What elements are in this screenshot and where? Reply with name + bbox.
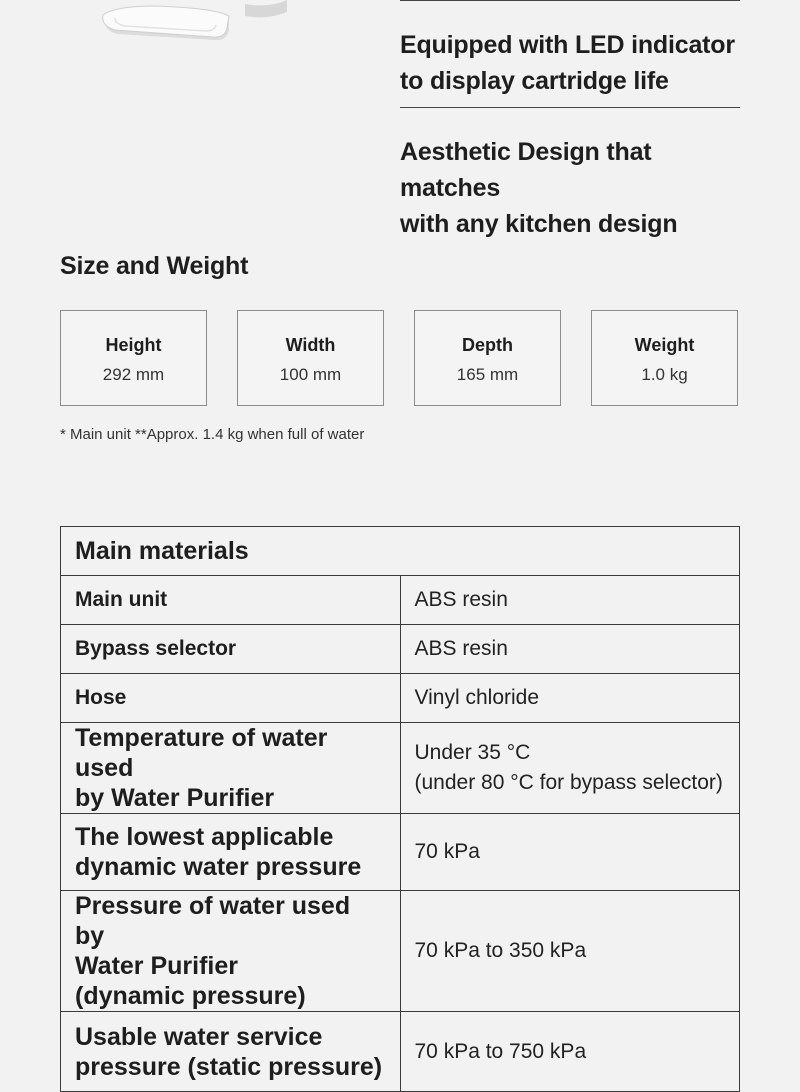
row-value-line: (under 80 °C for bypass selector) [414, 771, 723, 794]
table-row [61, 814, 740, 891]
size-card-label: Width [285, 335, 336, 355]
row-key: Bypass selector [61, 625, 401, 674]
product-base-image [95, 0, 295, 50]
table-row [61, 625, 740, 674]
size-card-value: 1.0 kg [641, 365, 688, 384]
feature-line: Aesthetic Design that matches [400, 138, 652, 202]
row-value: ABS resin [400, 625, 740, 674]
feature-led-indicator [400, 1, 740, 107]
row-key-line: Usable water service [75, 1022, 323, 1051]
row-key [61, 723, 401, 814]
size-weight-title: Size and Weight [60, 252, 249, 280]
table-header-row [61, 527, 740, 576]
size-card-label: Depth [462, 335, 513, 355]
size-card-height [60, 310, 207, 406]
size-card-value: 100 mm [279, 365, 342, 384]
table-row [61, 674, 740, 723]
table-row [61, 723, 740, 814]
row-key-line: Pressure of water used by [75, 892, 351, 950]
row-value: 70 kPa to 750 kPa [400, 1012, 740, 1092]
row-key [61, 891, 401, 1012]
size-card-value: 165 mm [456, 365, 519, 384]
size-card-depth [414, 310, 561, 406]
materials-table [60, 526, 740, 1092]
size-cards [60, 310, 740, 408]
row-key [61, 1012, 401, 1092]
size-card-width [237, 310, 384, 406]
row-key-line: The lowest applicable [75, 823, 334, 851]
table-row [61, 576, 740, 625]
size-card-value: 292 mm [102, 365, 165, 384]
row-value: 70 kPa to 350 kPa [400, 891, 740, 1012]
row-value: Vinyl chloride [400, 674, 740, 723]
row-value [400, 723, 740, 814]
feature-aesthetic-design [400, 108, 740, 242]
feature-list [400, 0, 740, 242]
row-key-line: by Water Purifier [75, 784, 275, 812]
row-key-line: (dynamic pressure) [75, 982, 306, 1010]
materials-title: Main materials [61, 527, 740, 576]
row-key-line: pressure (static pressure) [75, 1052, 383, 1081]
row-value: ABS resin [400, 576, 740, 625]
feature-line: with any kitchen design [400, 210, 678, 238]
table-row [61, 1012, 740, 1092]
feature-line: to display cartridge life [400, 67, 669, 95]
table-row [61, 891, 740, 1012]
row-key-line: Water Purifier [75, 952, 239, 980]
row-key-line: dynamic water pressure [75, 853, 362, 881]
row-key: Hose [61, 674, 401, 723]
row-key-line: Temperature of water used [75, 724, 328, 782]
size-card-label: Height [105, 335, 162, 355]
size-card-label: Weight [634, 335, 695, 355]
size-footnote: * Main unit **Approx. 1.4 kg when full of water [60, 426, 365, 443]
row-value-line: Under 35 °C [414, 741, 531, 764]
row-key: Main unit [61, 576, 401, 625]
row-key [61, 814, 401, 891]
row-value: 70 kPa [400, 814, 740, 891]
feature-line: Equipped with LED indicator [400, 31, 735, 59]
size-card-weight [591, 310, 738, 406]
